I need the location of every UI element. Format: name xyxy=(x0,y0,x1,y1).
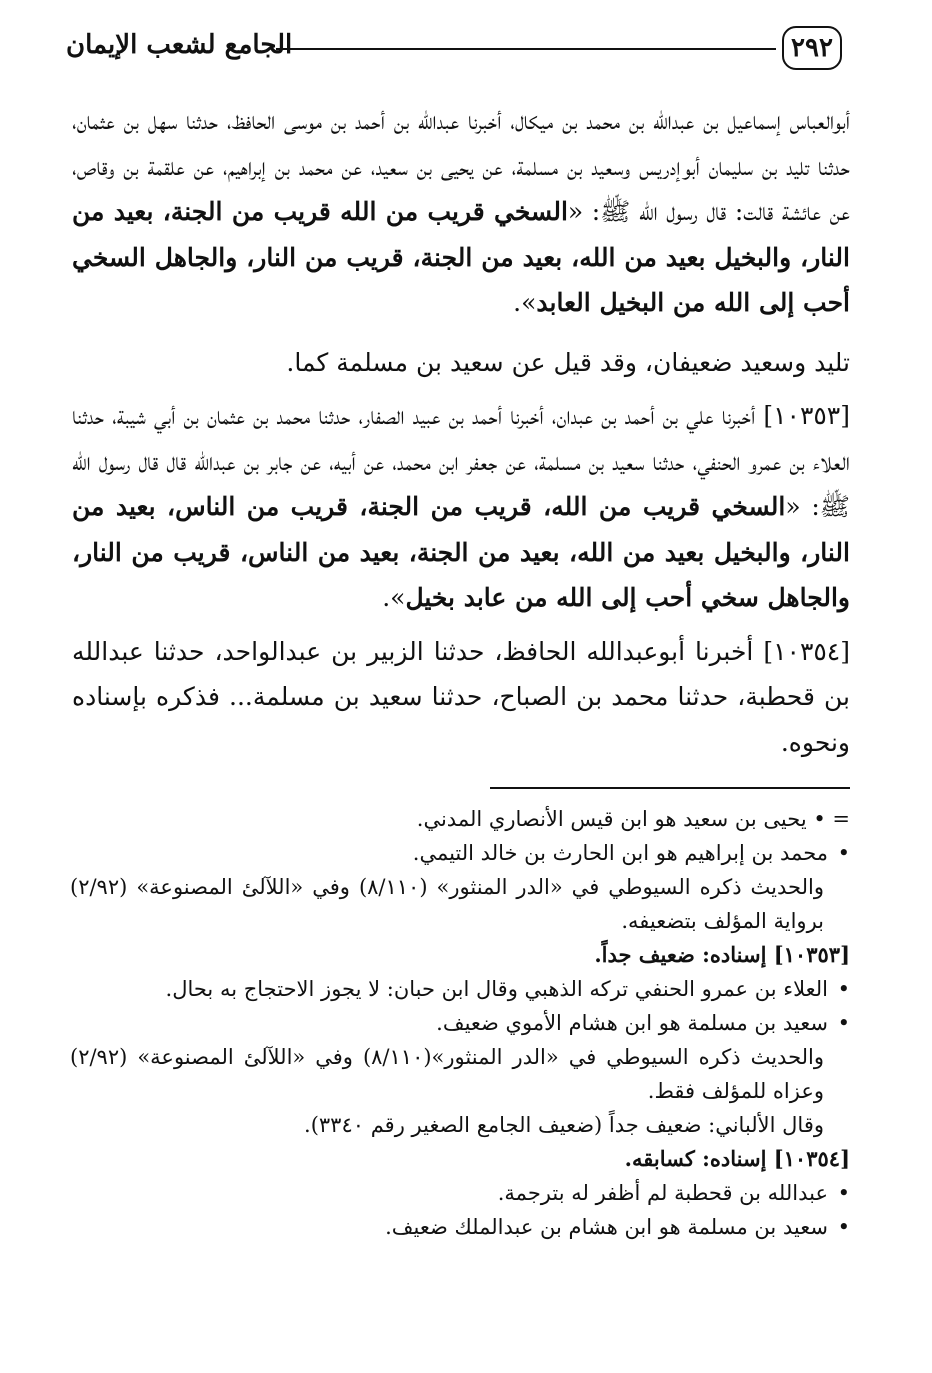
quote-close: ». xyxy=(513,288,537,317)
footnote-text: عبدالله بن قحطبة لم أظفر له بترجمة. xyxy=(497,1181,828,1205)
footnote-line: والحديث ذكره السيوطي في «الدر المنثور» (٨/١١٠) وفي «اللآلئ المصنوعة» (٢/٩٢) برواية المؤلف بتضعيفه. xyxy=(70,875,824,933)
footnote-line: والحديث ذكره السيوطي في «الدر المنثور»(٨/١١٠) وفي «اللآلئ المصنوعة» (٢/٩٢) وعزاه للمؤلف فقط. xyxy=(70,1045,824,1103)
footnote-line: = • يحيى بن سعيد هو ابن قيس الأنصاري المدني. xyxy=(416,807,850,831)
footnote-text: سعيد بن مسلمة هو ابن هشام الأموي ضعيف. xyxy=(436,1011,828,1035)
header-rule xyxy=(276,48,776,50)
footnote-bullet-item xyxy=(70,1006,850,1040)
footnote-bullet-item xyxy=(70,1176,850,1210)
bullet-icon: • xyxy=(837,841,850,865)
footnote-line: وقال الألباني: ضعيف جداً (ضعيف الجامع الصغير رقم ٣٣٤٠). xyxy=(304,1113,824,1137)
main-text xyxy=(72,98,850,765)
bullet-icon: • xyxy=(837,977,850,1001)
hadith-number: [١٠٣٥٣] xyxy=(763,401,850,430)
footnote-bullet-item xyxy=(70,972,850,1006)
footnote-heading: [١٠٣٥٣] إسناده: ضعيف جداً. xyxy=(594,942,850,967)
footnote-bullet-item xyxy=(70,1210,850,1244)
footnote-heading: [١٠٣٥٤] إسناده: كسابقه. xyxy=(624,1146,850,1171)
running-title: الجامع لشعب الإيمان xyxy=(66,30,293,60)
footnote-text: العلاء بن عمرو الحنفي تركه الذهبي وقال ابن حبان: لا يجوز الاحتجاج به بحال. xyxy=(165,977,828,1001)
footnote-text: سعيد بن مسلمة هو ابن هشام بن عبدالملك ضعيف. xyxy=(385,1215,828,1239)
paragraph-1 xyxy=(72,98,850,326)
hadith-isnad: أخبرنا علي بن أحمد بن عبدان، أخبرنا أحمد بن عبيد الصفار، حدثنا محمد بن عثمان بن أبي شيبة، حدثنا العلاء بن عمرو الحنفي، حدثنا سعيد بن مسلمة، عن جعفر ابن محمد، عن أبيه، عن جابر بن عبدالله قال قال رسول الله ﷺ: « xyxy=(72,401,850,521)
paragraph-3 xyxy=(72,393,850,621)
bullet-icon: • xyxy=(837,1215,850,1239)
bullet-icon: • xyxy=(837,1011,850,1035)
bullet-icon: • xyxy=(837,1181,850,1205)
footnote-text: محمد بن إبراهيم هو ابن الحارث بن خالد التيمي. xyxy=(412,841,828,865)
footnote-rule xyxy=(490,787,850,789)
paragraph-4 xyxy=(72,629,850,766)
footnote-bullet-item xyxy=(70,836,850,870)
page-number: ٢٩٢ xyxy=(782,26,842,70)
quote-close: ». xyxy=(382,583,406,612)
footnotes xyxy=(70,802,850,1244)
hadith-isnad: أخبرنا أبوعبدالله الحافظ، حدثنا الزبير بن عبدالواحد، حدثنا عبدالله بن قحطبة، حدثنا محمد بن الصباح، حدثنا سعيد بن مسلمة... فذكره بإسناده ونحوه. xyxy=(72,636,850,757)
hadith-isnad: أبوالعباس إسماعيل بن عبدالله بن محمد بن ميكال، أخبرنا عبدالله بن أحمد بن موسى الحافظ، حدثنا سهل بن عثمان، حدثنا تليد بن سليمان أبوإدريس وسعيد بن مسلمة، عن يحيى بن سعيد، عن محمد بن إبراهيم، عن علقمة بن وقاص، عن عائشة قالت: قال رسول الله ﷺ: « xyxy=(72,106,850,226)
hadith-matn: السخي قريب من الله، قريب من الجنة، قريب من الناس، بعيد من النار، والبخيل بعيد من الله، بعيد من الجنة، بعيد من الناس، قريب من النار، والجاهل سخي أحب إلى الله من عابد بخيل xyxy=(72,492,850,612)
hadith-number: [١٠٣٥٤] xyxy=(763,636,850,666)
page-header xyxy=(60,22,850,82)
paragraph-2: تليد وسعيد ضعيفان، وقد قيل عن سعيد بن مسلمة كما. xyxy=(286,347,850,377)
hadith-matn: السخي قريب من الله قريب من الجنة، بعيد من النار، والبخيل بعيد من الله، بعيد من الجنة، قريب من النار، والجاهل السخي أحب إلى الله من البخيل العابد xyxy=(72,197,850,317)
